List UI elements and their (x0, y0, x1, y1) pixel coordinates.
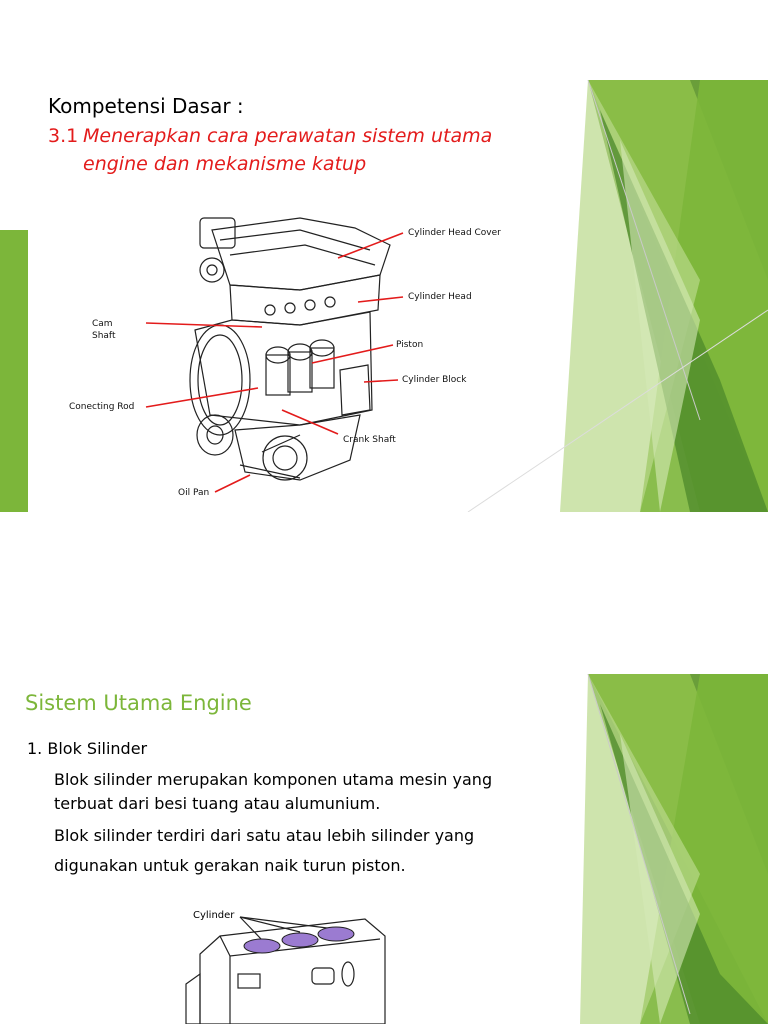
slide-sistem-utama-engine (0, 674, 768, 1024)
label-cam: Cam (92, 319, 113, 329)
label-shaft: Shaft (92, 331, 116, 341)
label-cylinder: Cylinder (193, 910, 235, 921)
label-cylinder-head-cover: Cylinder Head Cover (408, 228, 501, 238)
paragraph-1: Blok silinder merupakan komponen utama mesin yang terbuat dari besi tuang atau alumunium. (54, 770, 493, 813)
label-crank-shaft: Crank Shaft (343, 435, 396, 445)
label-conecting-rod: Conecting Rod (69, 402, 135, 412)
engine-diagram (0, 80, 768, 512)
competency-text-line-2: engine dan mekanisme katup (83, 153, 367, 175)
label-piston: Piston (396, 340, 424, 350)
slide-title: Sistem Utama Engine (25, 691, 252, 715)
paragraph-3: digunakan untuk gerakan naik turun piston. (54, 856, 406, 875)
label-oil-pan: Oil Pan (178, 488, 210, 498)
cylinder-block-figure (0, 674, 768, 1024)
competency-number: 3.1 (48, 125, 79, 147)
competency-text-line-1: Menerapkan cara perawatan sistem utama (83, 125, 493, 147)
slide-title: Kompetensi Dasar : (48, 94, 244, 118)
section-heading: 1. Blok Silinder (27, 739, 148, 758)
label-cylinder-block: Cylinder Block (402, 375, 467, 385)
label-cylinder-head: Cylinder Head (408, 292, 472, 302)
paragraph-2: Blok silinder terdiri dari satu atau lebih silinder yang (54, 826, 475, 845)
slide-kompetensi-dasar (0, 80, 768, 512)
